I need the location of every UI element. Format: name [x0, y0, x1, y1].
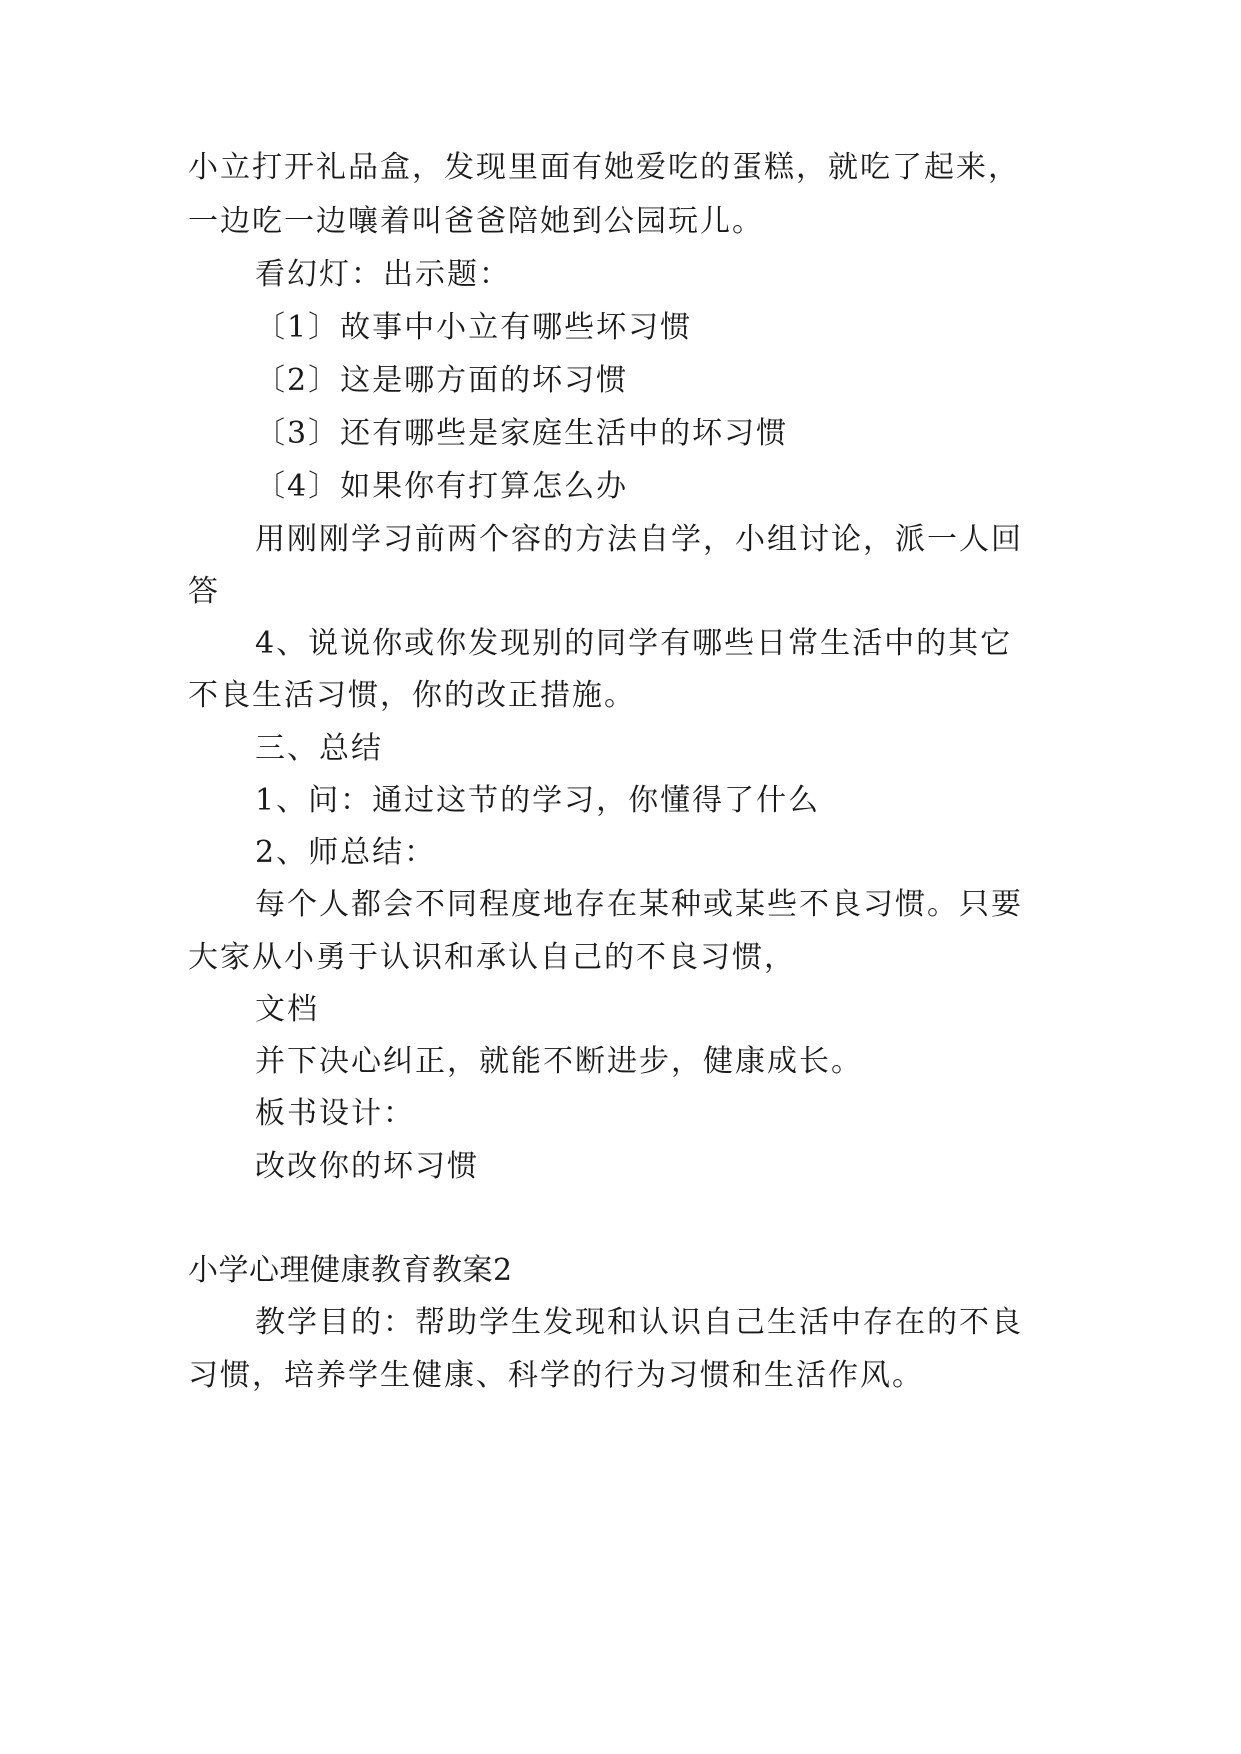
paragraph-line: 大家从小勇于认识和承认自己的不良习惯， — [188, 940, 796, 975]
list-item: 〔1〕故事中小立有哪些坏习惯 — [255, 310, 693, 345]
paragraph-line: 习惯，培养学生健康、科学的行为习惯和生活作风。 — [188, 1358, 924, 1393]
paragraph-line: 2、师总结： — [255, 835, 437, 870]
section-heading: 三、总结 — [255, 731, 383, 766]
paragraph-line: 4、说说你或你发现别的同学有哪些日常生活中的其它 — [255, 626, 1013, 661]
paragraph-line: 小立打开礼品盒，发现里面有她爱吃的蛋糕，就吃了起来， — [188, 150, 1020, 185]
paragraph-line: 1、问：通过这节的学习，你懂得了什么 — [255, 783, 821, 818]
document-title: 小学心理健康教育教案2 — [188, 1253, 513, 1288]
paragraph-line: 并下决心纠正，就能不断进步，健康成长。 — [255, 1044, 863, 1079]
paragraph-line: 看幻灯：出示题： — [255, 257, 511, 292]
paragraph-line: 文档 — [255, 992, 319, 1027]
paragraph-line: 用刚刚学习前两个容的方法自学，小组讨论，派一人回 — [255, 522, 1023, 557]
list-item: 〔3〕还有哪些是家庭生活中的坏习惯 — [255, 416, 789, 451]
paragraph-line: 不良生活习惯，你的改正措施。 — [188, 678, 636, 713]
paragraph-line: 每个人都会不同程度地存在某种或某些不良习惯。只要 — [255, 887, 1023, 922]
paragraph-line: 板书设计： — [255, 1096, 415, 1131]
paragraph-line: 教学目的：帮助学生发现和认识自己生活中存在的不良 — [255, 1305, 1023, 1340]
paragraph-line: 答 — [188, 574, 220, 609]
paragraph-line: 一边吃一边嚷着叫爸爸陪她到公园玩儿。 — [188, 204, 764, 239]
paragraph-line: 改改你的坏习惯 — [255, 1149, 479, 1184]
list-item: 〔4〕如果你有打算怎么办 — [255, 469, 629, 504]
list-item: 〔2〕这是哪方面的坏习惯 — [255, 363, 629, 398]
